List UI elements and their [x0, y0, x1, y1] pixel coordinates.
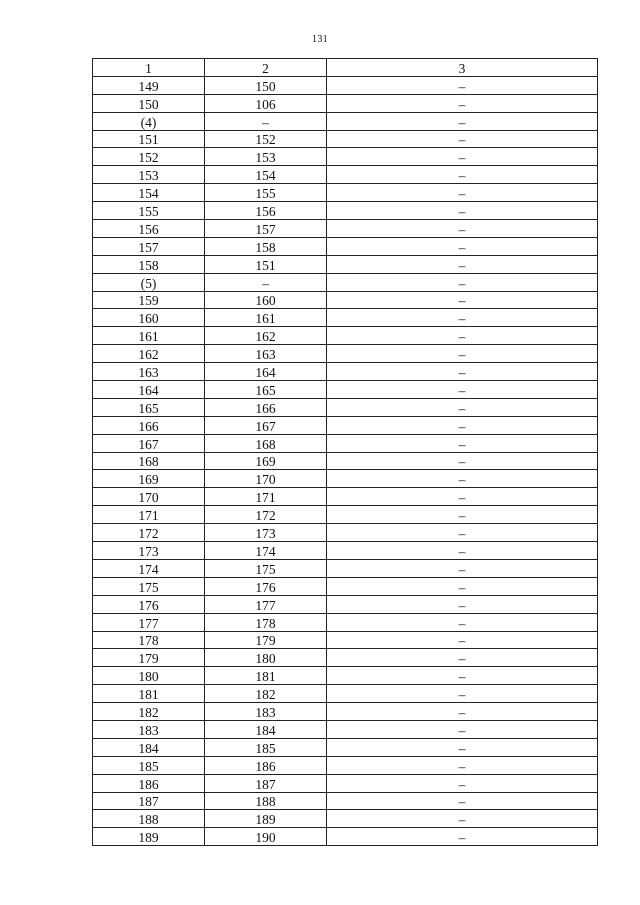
table-row	[93, 649, 598, 667]
table-body	[93, 76, 598, 845]
table-row	[93, 613, 598, 631]
table-cell-col-3: –	[327, 148, 598, 166]
table-cell-col-1: 188	[93, 810, 205, 828]
table-row	[93, 595, 598, 613]
table-cell-col-3: –	[327, 613, 598, 631]
table-cell-col-3: –	[327, 202, 598, 220]
table-cell-col-1: 178	[93, 631, 205, 649]
table-row	[93, 685, 598, 703]
table-cell-col-1: 187	[93, 792, 205, 810]
table-cell-col-1: 158	[93, 255, 205, 273]
table-cell-col-3: –	[327, 416, 598, 434]
table-cell-col-1: 161	[93, 327, 205, 345]
table-row	[93, 810, 598, 828]
table-cell-col-3: –	[327, 649, 598, 667]
table-row	[93, 828, 598, 846]
table-cell-col-2: 175	[205, 559, 327, 577]
table-header-row	[93, 59, 598, 77]
table-row	[93, 398, 598, 416]
table-row	[93, 220, 598, 238]
table-cell-col-2: –	[205, 112, 327, 130]
table-row	[93, 381, 598, 399]
table-cell-col-1: 169	[93, 470, 205, 488]
table-cell-col-3: –	[327, 220, 598, 238]
table-cell-col-3: –	[327, 94, 598, 112]
table-cell-col-2: 106	[205, 94, 327, 112]
table-cell-col-1: 173	[93, 542, 205, 560]
table-cell-col-2: 189	[205, 810, 327, 828]
table-cell-col-2: 183	[205, 703, 327, 721]
table-cell-col-1: 166	[93, 416, 205, 434]
table-cell-col-1: 175	[93, 577, 205, 595]
table-cell-col-3: –	[327, 363, 598, 381]
table-cell-col-3: –	[327, 273, 598, 291]
table-row	[93, 756, 598, 774]
table-cell-col-3: –	[327, 237, 598, 255]
table-cell-col-3: –	[327, 756, 598, 774]
table-cell-col-2: 155	[205, 184, 327, 202]
table-row	[93, 738, 598, 756]
table-cell-col-1: 170	[93, 488, 205, 506]
table-cell-col-3: –	[327, 738, 598, 756]
table-row	[93, 184, 598, 202]
table-cell-col-2: 165	[205, 381, 327, 399]
table-row	[93, 416, 598, 434]
table-row	[93, 291, 598, 309]
table-cell-col-2: 150	[205, 76, 327, 94]
table-cell-col-2: 174	[205, 542, 327, 560]
table-cell-col-2: 190	[205, 828, 327, 846]
table-cell-col-2: 156	[205, 202, 327, 220]
table-cell-col-2: 171	[205, 488, 327, 506]
table-cell-col-2: 157	[205, 220, 327, 238]
table-cell-col-1: 163	[93, 363, 205, 381]
table-cell-col-3: –	[327, 452, 598, 470]
table-row	[93, 309, 598, 327]
table-cell-col-3: –	[327, 667, 598, 685]
table-cell-col-2: 152	[205, 130, 327, 148]
table-cell-col-1: 150	[93, 94, 205, 112]
table-cell-col-3: –	[327, 309, 598, 327]
column-header-2: 2	[205, 59, 327, 77]
table-cell-col-2: 153	[205, 148, 327, 166]
table-cell-col-3: –	[327, 291, 598, 309]
table-cell-col-2: 181	[205, 667, 327, 685]
table-cell-col-2: 180	[205, 649, 327, 667]
table-cell-col-2: 184	[205, 720, 327, 738]
table-cell-col-2: 166	[205, 398, 327, 416]
table-row	[93, 631, 598, 649]
table-cell-col-1: 160	[93, 309, 205, 327]
table-cell-col-2: 164	[205, 363, 327, 381]
table-cell-col-3: –	[327, 76, 598, 94]
table-row	[93, 452, 598, 470]
table-cell-col-3: –	[327, 774, 598, 792]
page-number: 131	[312, 34, 328, 45]
table-cell-col-1: 151	[93, 130, 205, 148]
table-cell-col-1: 168	[93, 452, 205, 470]
table-cell-col-2: 178	[205, 613, 327, 631]
table-cell-col-3: –	[327, 112, 598, 130]
table-row	[93, 345, 598, 363]
table-cell-col-3: –	[327, 685, 598, 703]
table-cell-col-3: –	[327, 398, 598, 416]
table-cell-col-1: 183	[93, 720, 205, 738]
table-cell-col-3: –	[327, 577, 598, 595]
table-cell-col-2: 186	[205, 756, 327, 774]
table-row	[93, 130, 598, 148]
table-cell-col-1: 152	[93, 148, 205, 166]
table-row	[93, 327, 598, 345]
table-row	[93, 94, 598, 112]
table-cell-col-2: 177	[205, 595, 327, 613]
table-cell-col-2: 154	[205, 166, 327, 184]
table-cell-col-3: –	[327, 506, 598, 524]
table-cell-col-1: 180	[93, 667, 205, 685]
table-cell-col-3: –	[327, 381, 598, 399]
table-cell-col-3: –	[327, 792, 598, 810]
table-row	[93, 559, 598, 577]
table-cell-col-3: –	[327, 345, 598, 363]
table-cell-col-2: 167	[205, 416, 327, 434]
table-row	[93, 720, 598, 738]
table-row	[93, 237, 598, 255]
table-cell-col-1: 167	[93, 434, 205, 452]
table-cell-col-3: –	[327, 470, 598, 488]
table-cell-col-3: –	[327, 327, 598, 345]
table-cell-col-3: –	[327, 524, 598, 542]
table-header	[93, 59, 598, 77]
table-row	[93, 470, 598, 488]
table-row	[93, 273, 598, 291]
table-cell-col-1: 189	[93, 828, 205, 846]
table-row	[93, 166, 598, 184]
table-row	[93, 434, 598, 452]
table-cell-col-2: 160	[205, 291, 327, 309]
table-cell-col-2: 163	[205, 345, 327, 363]
table-cell-col-1: 162	[93, 345, 205, 363]
table-cell-col-2: 187	[205, 774, 327, 792]
table-row	[93, 524, 598, 542]
table-cell-col-3: –	[327, 703, 598, 721]
table-cell-col-3: –	[327, 559, 598, 577]
table-cell-col-2: 158	[205, 237, 327, 255]
table-cell-col-1: 155	[93, 202, 205, 220]
table-cell-col-1: 176	[93, 595, 205, 613]
table-row	[93, 255, 598, 273]
table-cell-col-2: 162	[205, 327, 327, 345]
column-header-3: 3	[327, 59, 598, 77]
table-row	[93, 703, 598, 721]
table-row	[93, 363, 598, 381]
table-cell-col-1: 174	[93, 559, 205, 577]
table-cell-col-2: 169	[205, 452, 327, 470]
table-cell-col-1: (5)	[93, 273, 205, 291]
table-row	[93, 202, 598, 220]
table-cell-col-3: –	[327, 595, 598, 613]
table-cell-col-1: 177	[93, 613, 205, 631]
table-cell-col-3: –	[327, 542, 598, 560]
table-cell-col-1: 157	[93, 237, 205, 255]
table-cell-col-1: 179	[93, 649, 205, 667]
table-cell-col-1: 164	[93, 381, 205, 399]
table-cell-col-1: 165	[93, 398, 205, 416]
data-table	[92, 58, 598, 846]
table-row	[93, 148, 598, 166]
table-cell-col-2: 172	[205, 506, 327, 524]
table-cell-col-2: 151	[205, 255, 327, 273]
table-cell-col-3: –	[327, 810, 598, 828]
table-cell-col-3: –	[327, 255, 598, 273]
table-cell-col-3: –	[327, 434, 598, 452]
table-row	[93, 76, 598, 94]
table-cell-col-3: –	[327, 184, 598, 202]
table-cell-col-2: 188	[205, 792, 327, 810]
table-cell-col-2: –	[205, 273, 327, 291]
table-row	[93, 488, 598, 506]
table-cell-col-3: –	[327, 828, 598, 846]
table-cell-col-1: 181	[93, 685, 205, 703]
table-cell-col-1: 185	[93, 756, 205, 774]
table-cell-col-1: 156	[93, 220, 205, 238]
table-cell-col-1: 153	[93, 166, 205, 184]
table-cell-col-2: 179	[205, 631, 327, 649]
table-cell-col-1: 149	[93, 76, 205, 94]
table-row	[93, 577, 598, 595]
table-row	[93, 542, 598, 560]
table-row	[93, 667, 598, 685]
table-cell-col-1: 172	[93, 524, 205, 542]
table-cell-col-2: 170	[205, 470, 327, 488]
table-row	[93, 112, 598, 130]
table-cell-col-1: 159	[93, 291, 205, 309]
table-cell-col-2: 176	[205, 577, 327, 595]
table-cell-col-2: 182	[205, 685, 327, 703]
table-cell-col-1: 182	[93, 703, 205, 721]
table-cell-col-2: 168	[205, 434, 327, 452]
table-cell-col-1: 154	[93, 184, 205, 202]
table-cell-col-3: –	[327, 166, 598, 184]
table-cell-col-2: 161	[205, 309, 327, 327]
table-cell-col-2: 173	[205, 524, 327, 542]
table-cell-col-1: 184	[93, 738, 205, 756]
column-header-1: 1	[93, 59, 205, 77]
table-cell-col-1: 186	[93, 774, 205, 792]
table-cell-col-3: –	[327, 130, 598, 148]
table-cell-col-2: 185	[205, 738, 327, 756]
table-cell-col-3: –	[327, 631, 598, 649]
table-row	[93, 774, 598, 792]
table-cell-col-3: –	[327, 488, 598, 506]
table-cell-col-3: –	[327, 720, 598, 738]
table-cell-col-1: 171	[93, 506, 205, 524]
table-cell-col-1: (4)	[93, 112, 205, 130]
table-row	[93, 792, 598, 810]
table-row	[93, 506, 598, 524]
